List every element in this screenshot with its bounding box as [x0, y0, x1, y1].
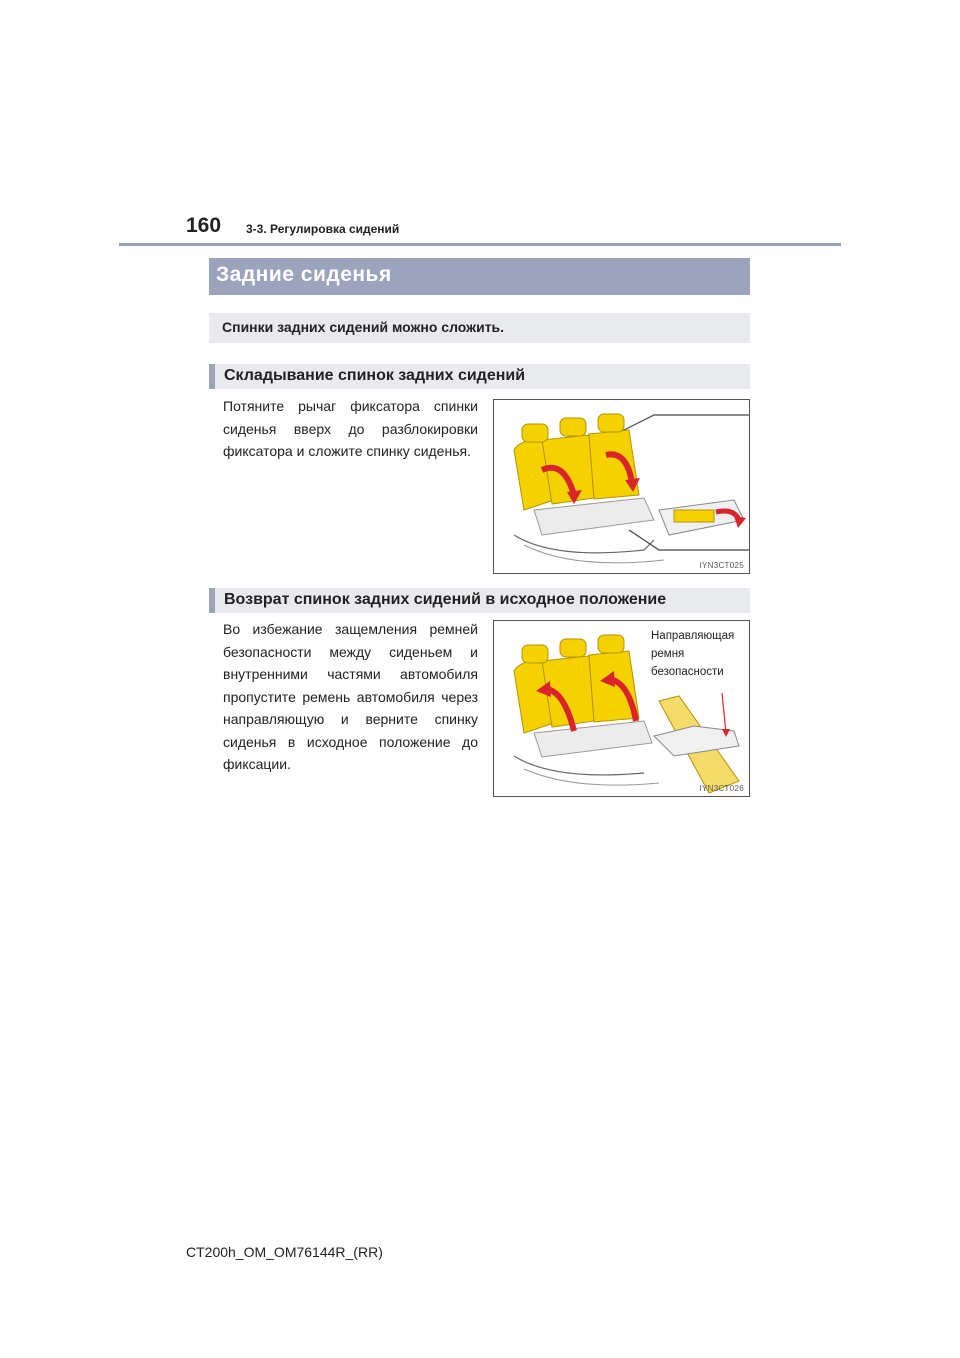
- intro-text: Спинки задних сидений можно сложить.: [222, 319, 505, 335]
- footer-doc-id: CT200h_OM_OM76144R_(RR): [186, 1244, 383, 1260]
- fold-instructions: Потяните рычаг фиксатора спинки сиденья вверх до разблокировки фиксатора и сложите спинку сиденья.: [223, 398, 478, 459]
- subheading-return-text: Возврат спинок задних сидений в исходное положение: [224, 591, 667, 608]
- fold-illustration: [493, 399, 750, 574]
- intro-box: [209, 313, 750, 343]
- section-label: 3-3. Регулировка сидений: [246, 222, 400, 236]
- belt-guide-callout: Направляющая ремня безопасности: [651, 627, 745, 681]
- header-rule: [119, 243, 841, 246]
- subheading-fold-text: Складывание спинок задних сидений: [224, 367, 526, 384]
- return-illustration: [493, 620, 750, 797]
- subheading-fold: [209, 364, 750, 389]
- figure-code-2: IYN3CT026: [699, 784, 744, 793]
- return-instructions: Во избежание защемления ремней безопасности между сиденьем и внутренними частями автомобиля пропустите ремень автомобиля через направляющую и верните спинку сиденья в исходное положение до фиксации.: [223, 621, 478, 772]
- subheading-return: [209, 588, 750, 613]
- fold-seat-drawing: [494, 400, 749, 573]
- page-title: Задние сиденья: [216, 263, 392, 286]
- title-bar: [209, 258, 750, 295]
- page-number: 160: [186, 214, 222, 237]
- figure-code-1: IYN3CT025: [699, 561, 744, 570]
